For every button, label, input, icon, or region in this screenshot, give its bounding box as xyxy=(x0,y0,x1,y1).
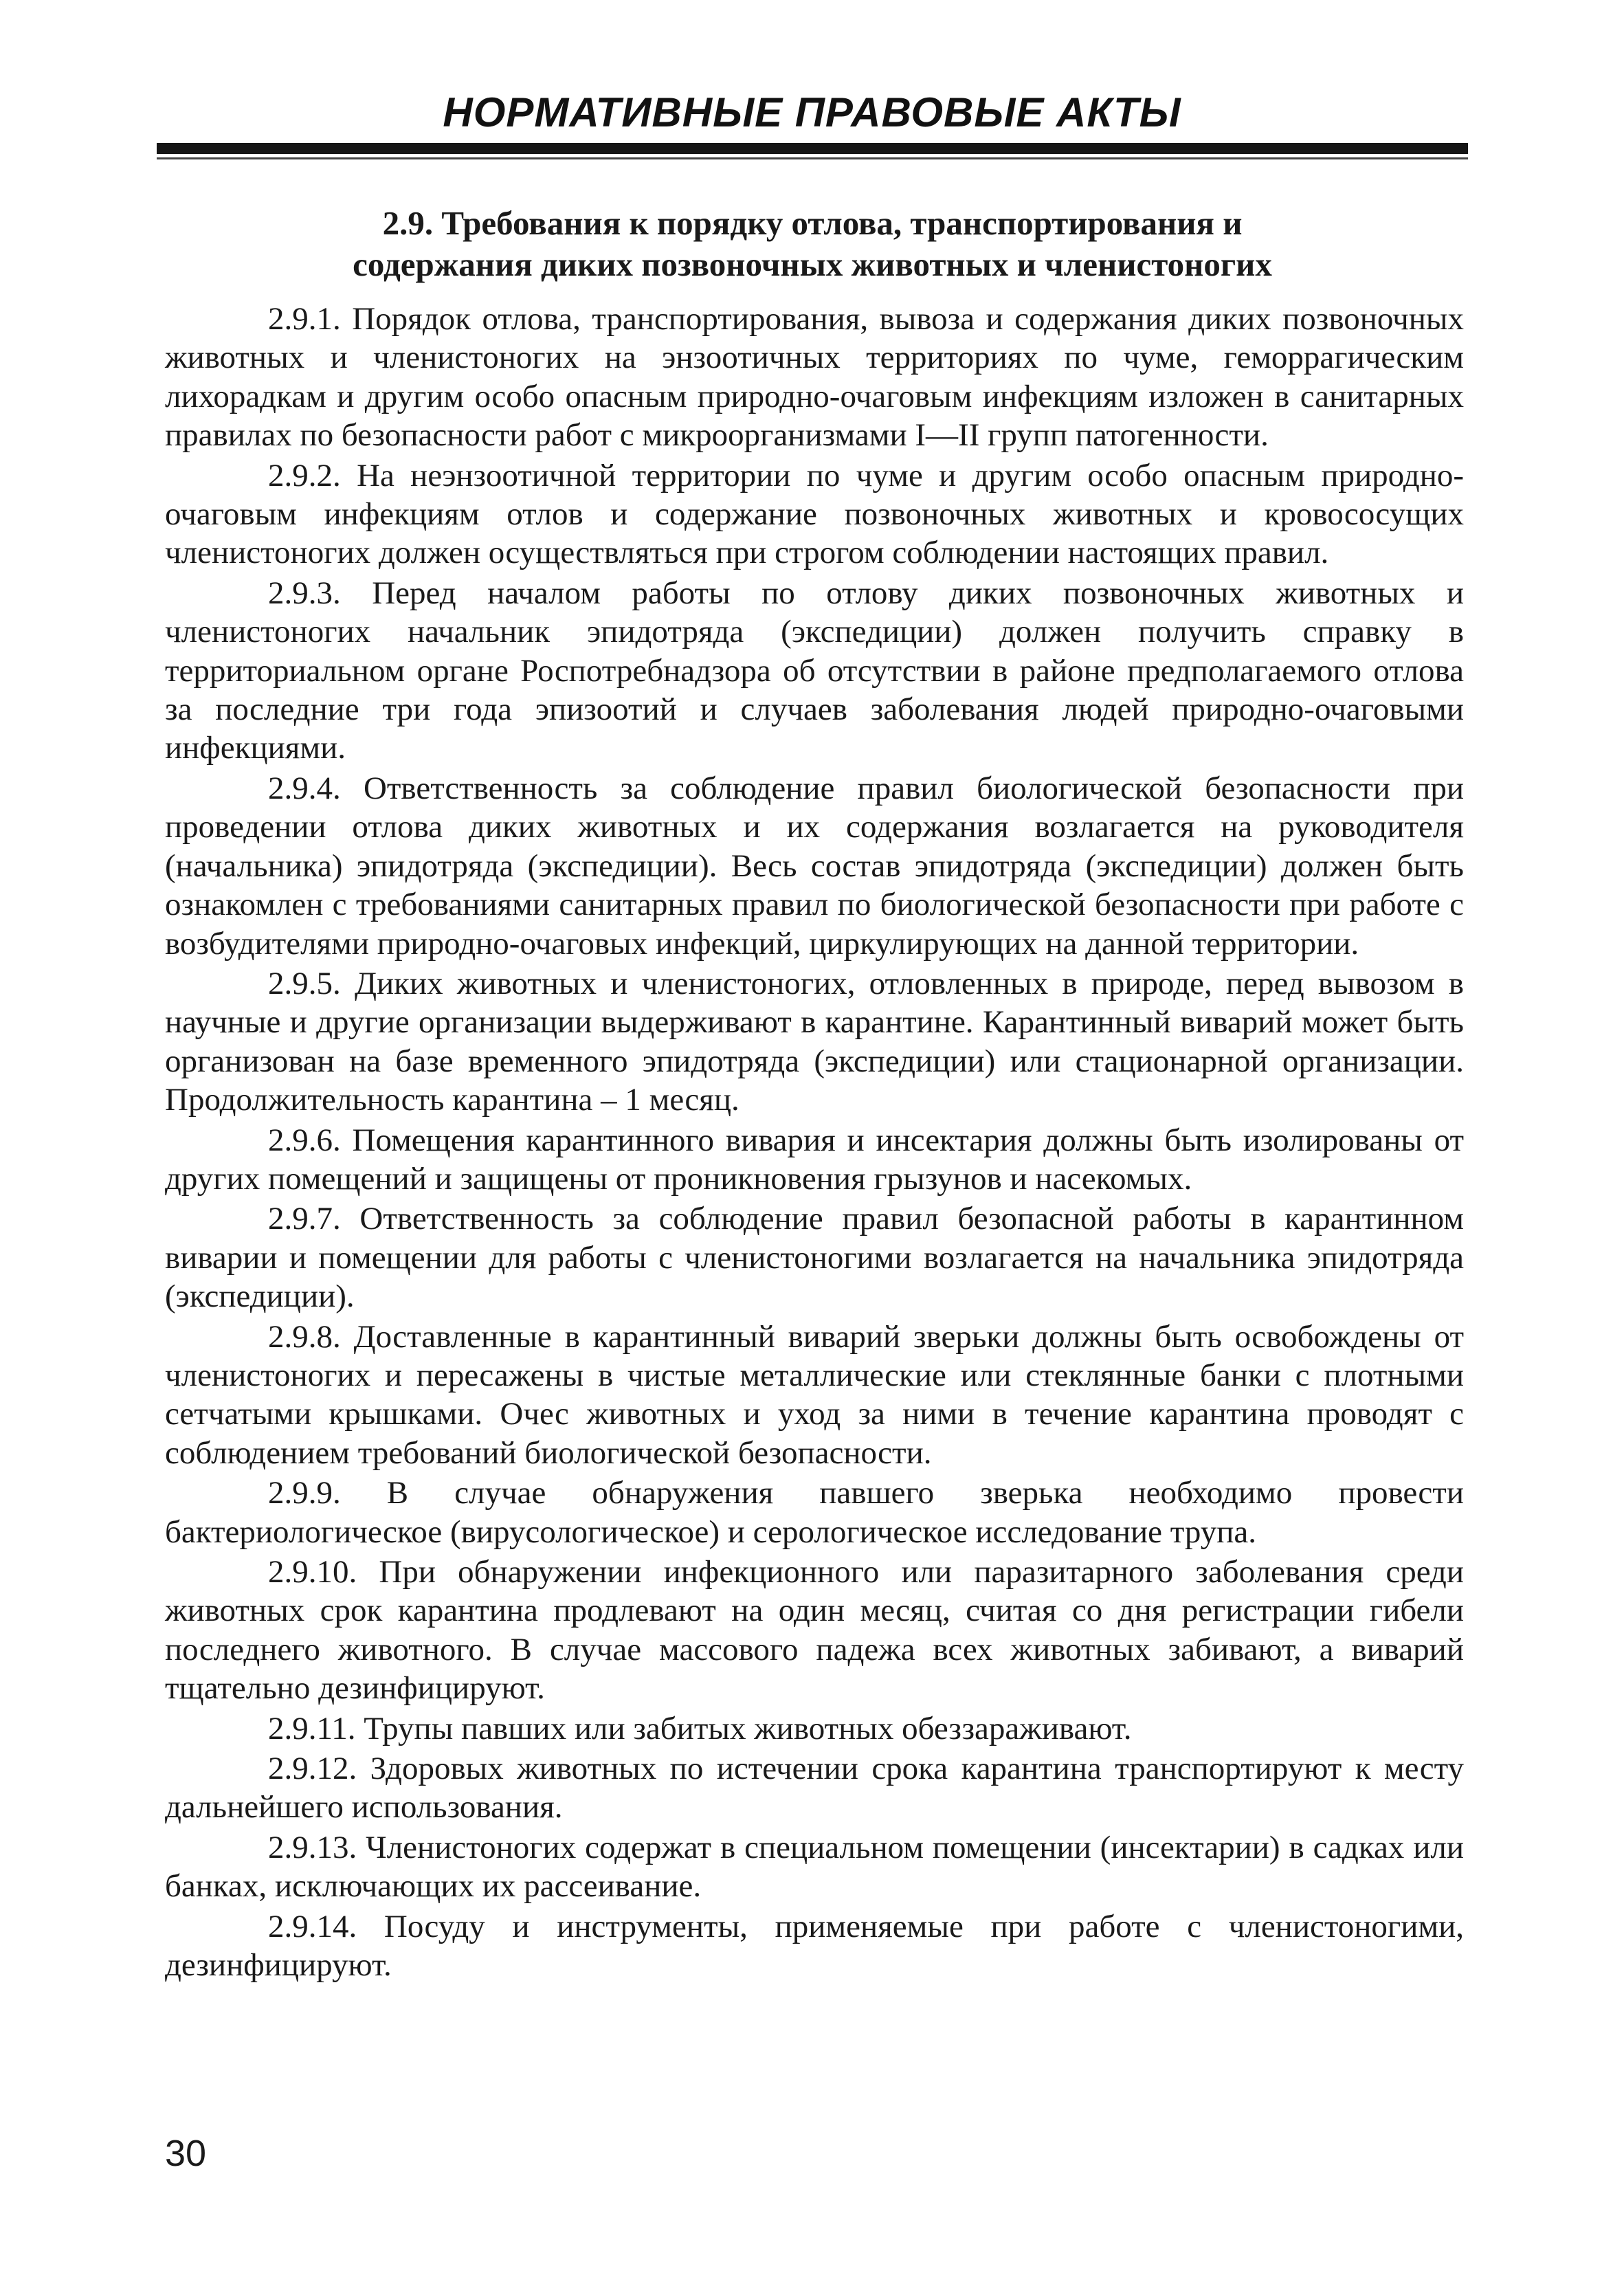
header-rule xyxy=(157,143,1468,154)
body-text xyxy=(165,300,1464,1986)
paragraph-2-9-9: 2.9.9. В случае обнаружения павшего зверька необходимо провести бактериологическое (вирусологическое) и серологическое исследование трупа. xyxy=(165,1475,1464,1550)
paragraph-2-9-13: 2.9.13. Членистоногих содержат в специальном помещении (инсектарии) в садках или банках, исключающих их рассеивание. xyxy=(165,1829,1464,1905)
running-header: НОРМАТИВНЫЕ ПРАВОВЫЕ АКТЫ xyxy=(443,89,1181,135)
page-number: 30 xyxy=(165,2133,207,2174)
paragraph-2-9-2: 2.9.2. На неэнзоотичной территории по чуме и другим особо опасным природно-очаговым инфекциям отлов и содержание позвоночных животных и кровососущих членистоногих должен осуществляться при строгом соблюдении настоящих правил. xyxy=(165,457,1464,571)
header-rule-thin xyxy=(157,157,1468,159)
paragraph-2-9-12: 2.9.12. Здоровых животных по истечении срока карантина транспортируют к месту дальнейшего использования. xyxy=(165,1751,1464,1826)
paragraph-2-9-10: 2.9.10. При обнаружении инфекционного или паразитарного заболевания среди животных срок карантина продлевают на один месяц, считая со дня регистрации гибели последнего животного. В случае массового падежа всех животных забивают, а виварий тщательно дезинфицируют. xyxy=(165,1554,1464,1707)
paragraph-2-9-5: 2.9.5. Диких животных и членистоногих, отловленных в природе, перед вывозом в научные и другие организации выдерживают в карантине. Карантинный виварий может быть организован на базе временного эпидотряда (экспедиции) или стационарной организации. Продолжительность карантина – 1 месяц. xyxy=(165,965,1464,1118)
paragraph-2-9-1: 2.9.1. Порядок отлова, транспортирования, вывоза и содержания диких позвоночных животных и членистоногих на энзоотичных территориях по чуме, геморрагическим лихорадкам и другим особо опасным природно-очаговым инфекциям изложен в санитарных правилах по безопасности работ с микроорганизмами I—II групп патогенности. xyxy=(165,301,1464,454)
paragraph-2-9-6: 2.9.6. Помещения карантинного вивария и инсектария должны быть изолированы от других помещений и защищены от проникновения грызунов и насекомых. xyxy=(165,1122,1464,1197)
paragraph-2-9-11: 2.9.11. Трупы павших или забитых животных обеззараживают. xyxy=(268,1710,1132,1747)
paragraph-2-9-8: 2.9.8. Доставленные в карантинный виварий зверьки должны быть освобождены от членистоногих и пересажены в чистые металлические или стеклянные банки с плотными сетчатыми крышками. Очес животных и уход за ними в течение карантина проводят с соблюдением требований биологической безопасности. xyxy=(165,1318,1464,1471)
paragraph-2-9-14: 2.9.14. Посуду и инструменты, применяемые при работе с членистоногими, дезинфицируют. xyxy=(165,1908,1464,1984)
paragraph-2-9-4: 2.9.4. Ответственность за соблюдение правил биологической безопасности при проведении отлова диких животных и их содержания возлагается на руководителя (начальника) эпидотряда (экспедиции). Весь состав эпидотряда (экспедиции) должен быть ознакомлен с требованиями санитарных правил по биологической безопасности при работе с возбудителями природно-очаговых инфекций, циркулирующих на данной территории. xyxy=(165,770,1464,962)
section-title-line-2: содержания диких позвоночных животных и членистоногих xyxy=(353,245,1272,283)
paragraph-2-9-7: 2.9.7. Ответственность за соблюдение правил безопасной работы в карантинном виварии и помещении для работы с членистоногими возлагается на начальника эпидотряда (экспедиции). xyxy=(165,1201,1464,1315)
section-title-line-1: 2.9. Требования к порядку отлова, транспортирования и xyxy=(382,204,1243,242)
section-title xyxy=(157,203,1468,285)
paragraph-2-9-3: 2.9.3. Перед началом работы по отлову диких позвоночных животных и членистоногих начальник эпидотряда (экспедиции) должен получить справку в территориальном органе Роспотребнадзора об отсутствии в районе предполагаемого отлова за последние три года эпизоотий и случаев заболевания людей природно-очаговыми инфекциями. xyxy=(165,575,1464,766)
